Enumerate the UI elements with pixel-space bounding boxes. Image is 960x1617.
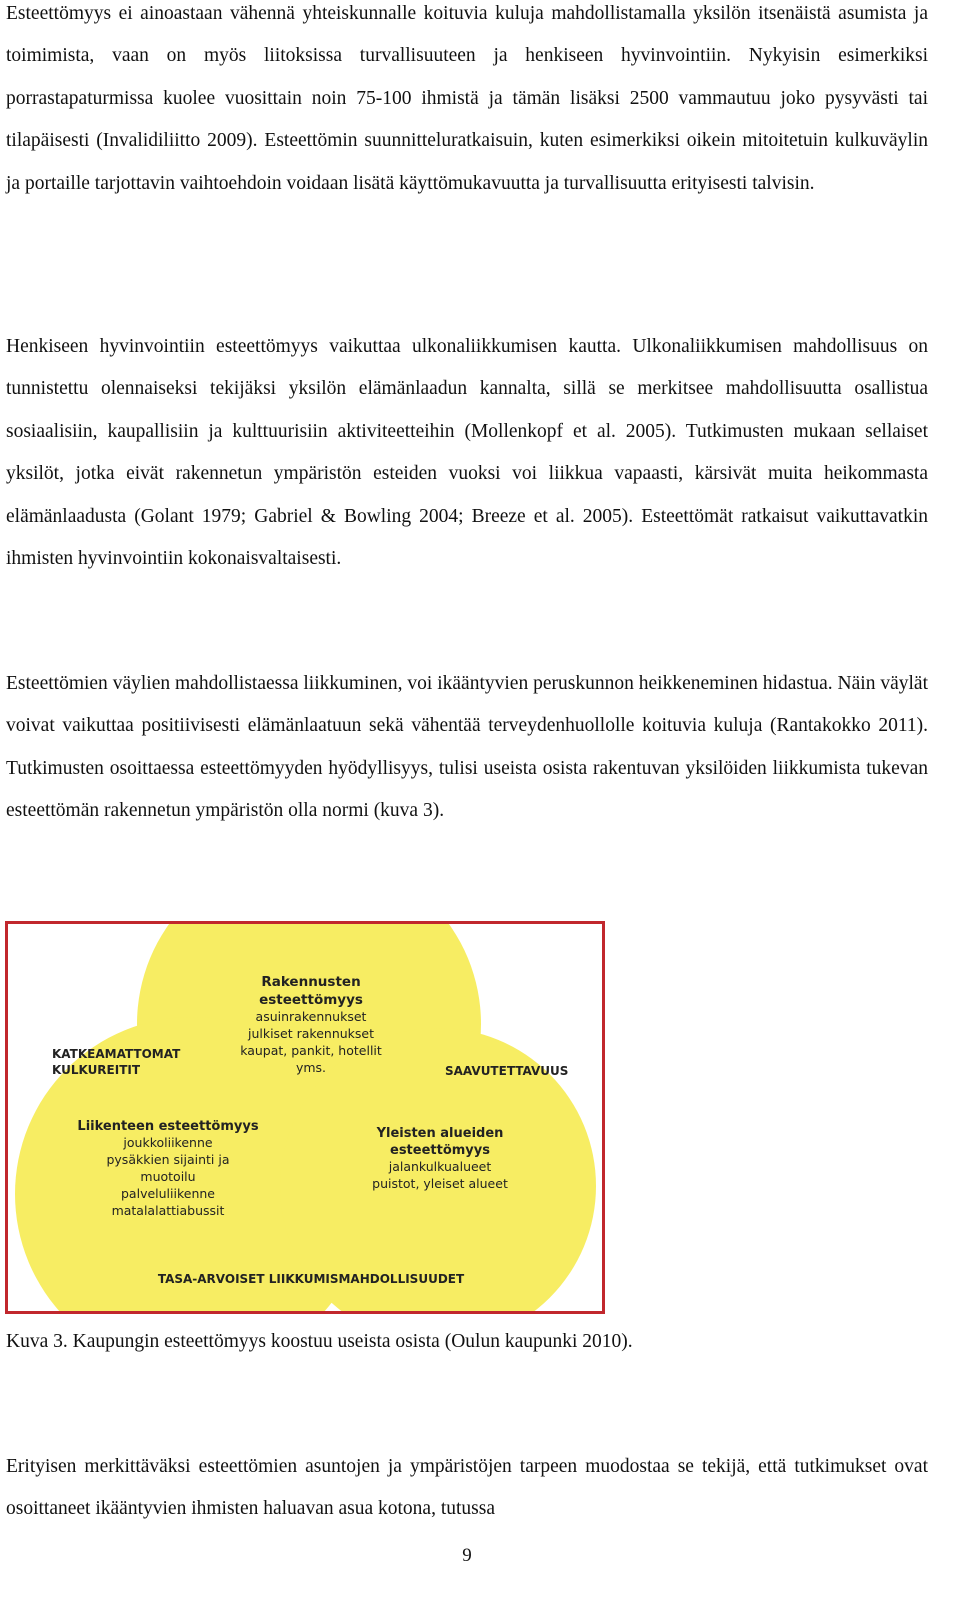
figure-caption: Kuva 3. Kaupungin esteettömyys koostuu useista osista (Oulun kaupunki 2010).	[6, 1331, 633, 1352]
right-circle-title-2: esteettömyys	[390, 1143, 490, 1158]
right-circle-title-1: Yleisten alueiden	[376, 1126, 504, 1141]
paragraph-4: Erityisen merkittäväksi esteettömien asuntojen ja ympäristöjen tarpeen muodostaa se tekijä, että tutkimukset ovat osoittaneet ikääntyvien ihmisten haluavan asua kotona, tutussa	[6, 1456, 928, 1520]
top-circle-item-3: kaupat, pankit, hotellit	[240, 1043, 382, 1058]
left-circle-item-5: matalalattiabussit	[111, 1203, 225, 1218]
right-circle-item-2: puistot, yleiset alueet	[372, 1176, 508, 1191]
paragraph-3: Esteettömien väylien mahdollistaessa liikkuminen, voi ikääntyvien peruskunnon heikkeneminen hidastua. Näin väylät voivat vaikuttaa positiivisesti elämänlaatuun sekä vähentää terveydenhuollolle koituvia kuluja (Rantakokko 2011). Tutkimusten osoittaessa esteettömyyden hyödyllisyys, tulisi useista osista rakentuvan yksilöiden liikkumista tukevan esteettömän rakennetun ympäristön olla normi (kuva 3).	[6, 673, 928, 822]
label-tasa-arvoiset: TASA-ARVOISET LIIKKUMISMAHDOLLISUUDET	[157, 1272, 465, 1286]
top-circle-item-2: julkiset rakennukset	[247, 1026, 375, 1041]
left-circle-item-4: palveluliikenne	[121, 1186, 215, 1201]
figure-3-venn-diagram	[5, 921, 605, 1314]
page-number: 9	[462, 1545, 472, 1566]
venn-diagram-svg	[8, 924, 602, 1311]
paragraph-2: Henkiseen hyvinvointiin esteettömyys vaikuttaa ulkonaliikkumisen kautta. Ulkonaliikkumisen mahdollisuus on tunnistettu olennaiseksi tekijäksi yksilön elämänlaadun kannalta, sillä se merkitsee mahdollisuutta osallistua sosiaalisiin, kaupallisiin ja kulttuurisiin aktiviteetteihin (Mollenkopf et al. 2005). Tutkimusten mukaan sellaiset yksilöt, jotka eivät rakennetun ympäristön esteiden vuoksi voi liikkua vapaasti, kärsivät muita heikommasta elämänlaadusta (Golant 1979; Gabriel & Bowling 2004; Breeze et al. 2005). Esteettömät ratkaisut vaikuttavatkin ihmisten hyvinvointiin kokonaisvaltaisesti.	[6, 336, 928, 570]
top-circle-title-2: esteettömyys	[259, 992, 363, 1008]
left-circle-item-3: muotoilu	[140, 1169, 196, 1184]
paragraph-1: Esteettömyys ei ainoastaan vähennä yhteiskunnalle koituvia kuluja mahdollistamalla yksilön itsenäistä asumista ja toimimista, vaan on myös liitoksissa turvallisuuteen ja henkiseen hyvinvointiin. Nykyisin esimerkiksi porrastapaturmissa kuolee vuosittain noin 75-100 ihmistä ja tämän lisäksi 2500 vammautuu joko pysyvästi tai tilapäisesti (Invalidiliitto 2009). Esteettömin suunnitteluratkaisuin, kuten esimerkiksi oikein mitoitetuin kulkuväylin ja portaille tarjottavin vaihtoehdoin voidaan lisätä käyttömukavuutta ja turvallisuutta erityisesti talvisin.	[6, 3, 928, 194]
left-circle-item-1: joukkoliikenne	[123, 1135, 213, 1150]
top-circle-item-4: yms.	[295, 1060, 327, 1075]
top-circle-item-1: asuinrakennukset	[255, 1009, 367, 1024]
top-circle-title-1: Rakennusten	[261, 974, 361, 990]
left-circle-title: Liikenteen esteettömyys	[77, 1119, 259, 1134]
label-katkeamattomat-1: KATKEAMATTOMAT	[52, 1047, 181, 1061]
left-circle-item-2: pysäkkien sijainti ja	[106, 1152, 230, 1167]
label-katkeamattomat-2: KULKUREITIT	[52, 1063, 141, 1077]
right-circle-item-1: jalankulkualueet	[388, 1159, 492, 1174]
label-saavutettavuus: SAAVUTETTAVUUS	[445, 1064, 569, 1078]
